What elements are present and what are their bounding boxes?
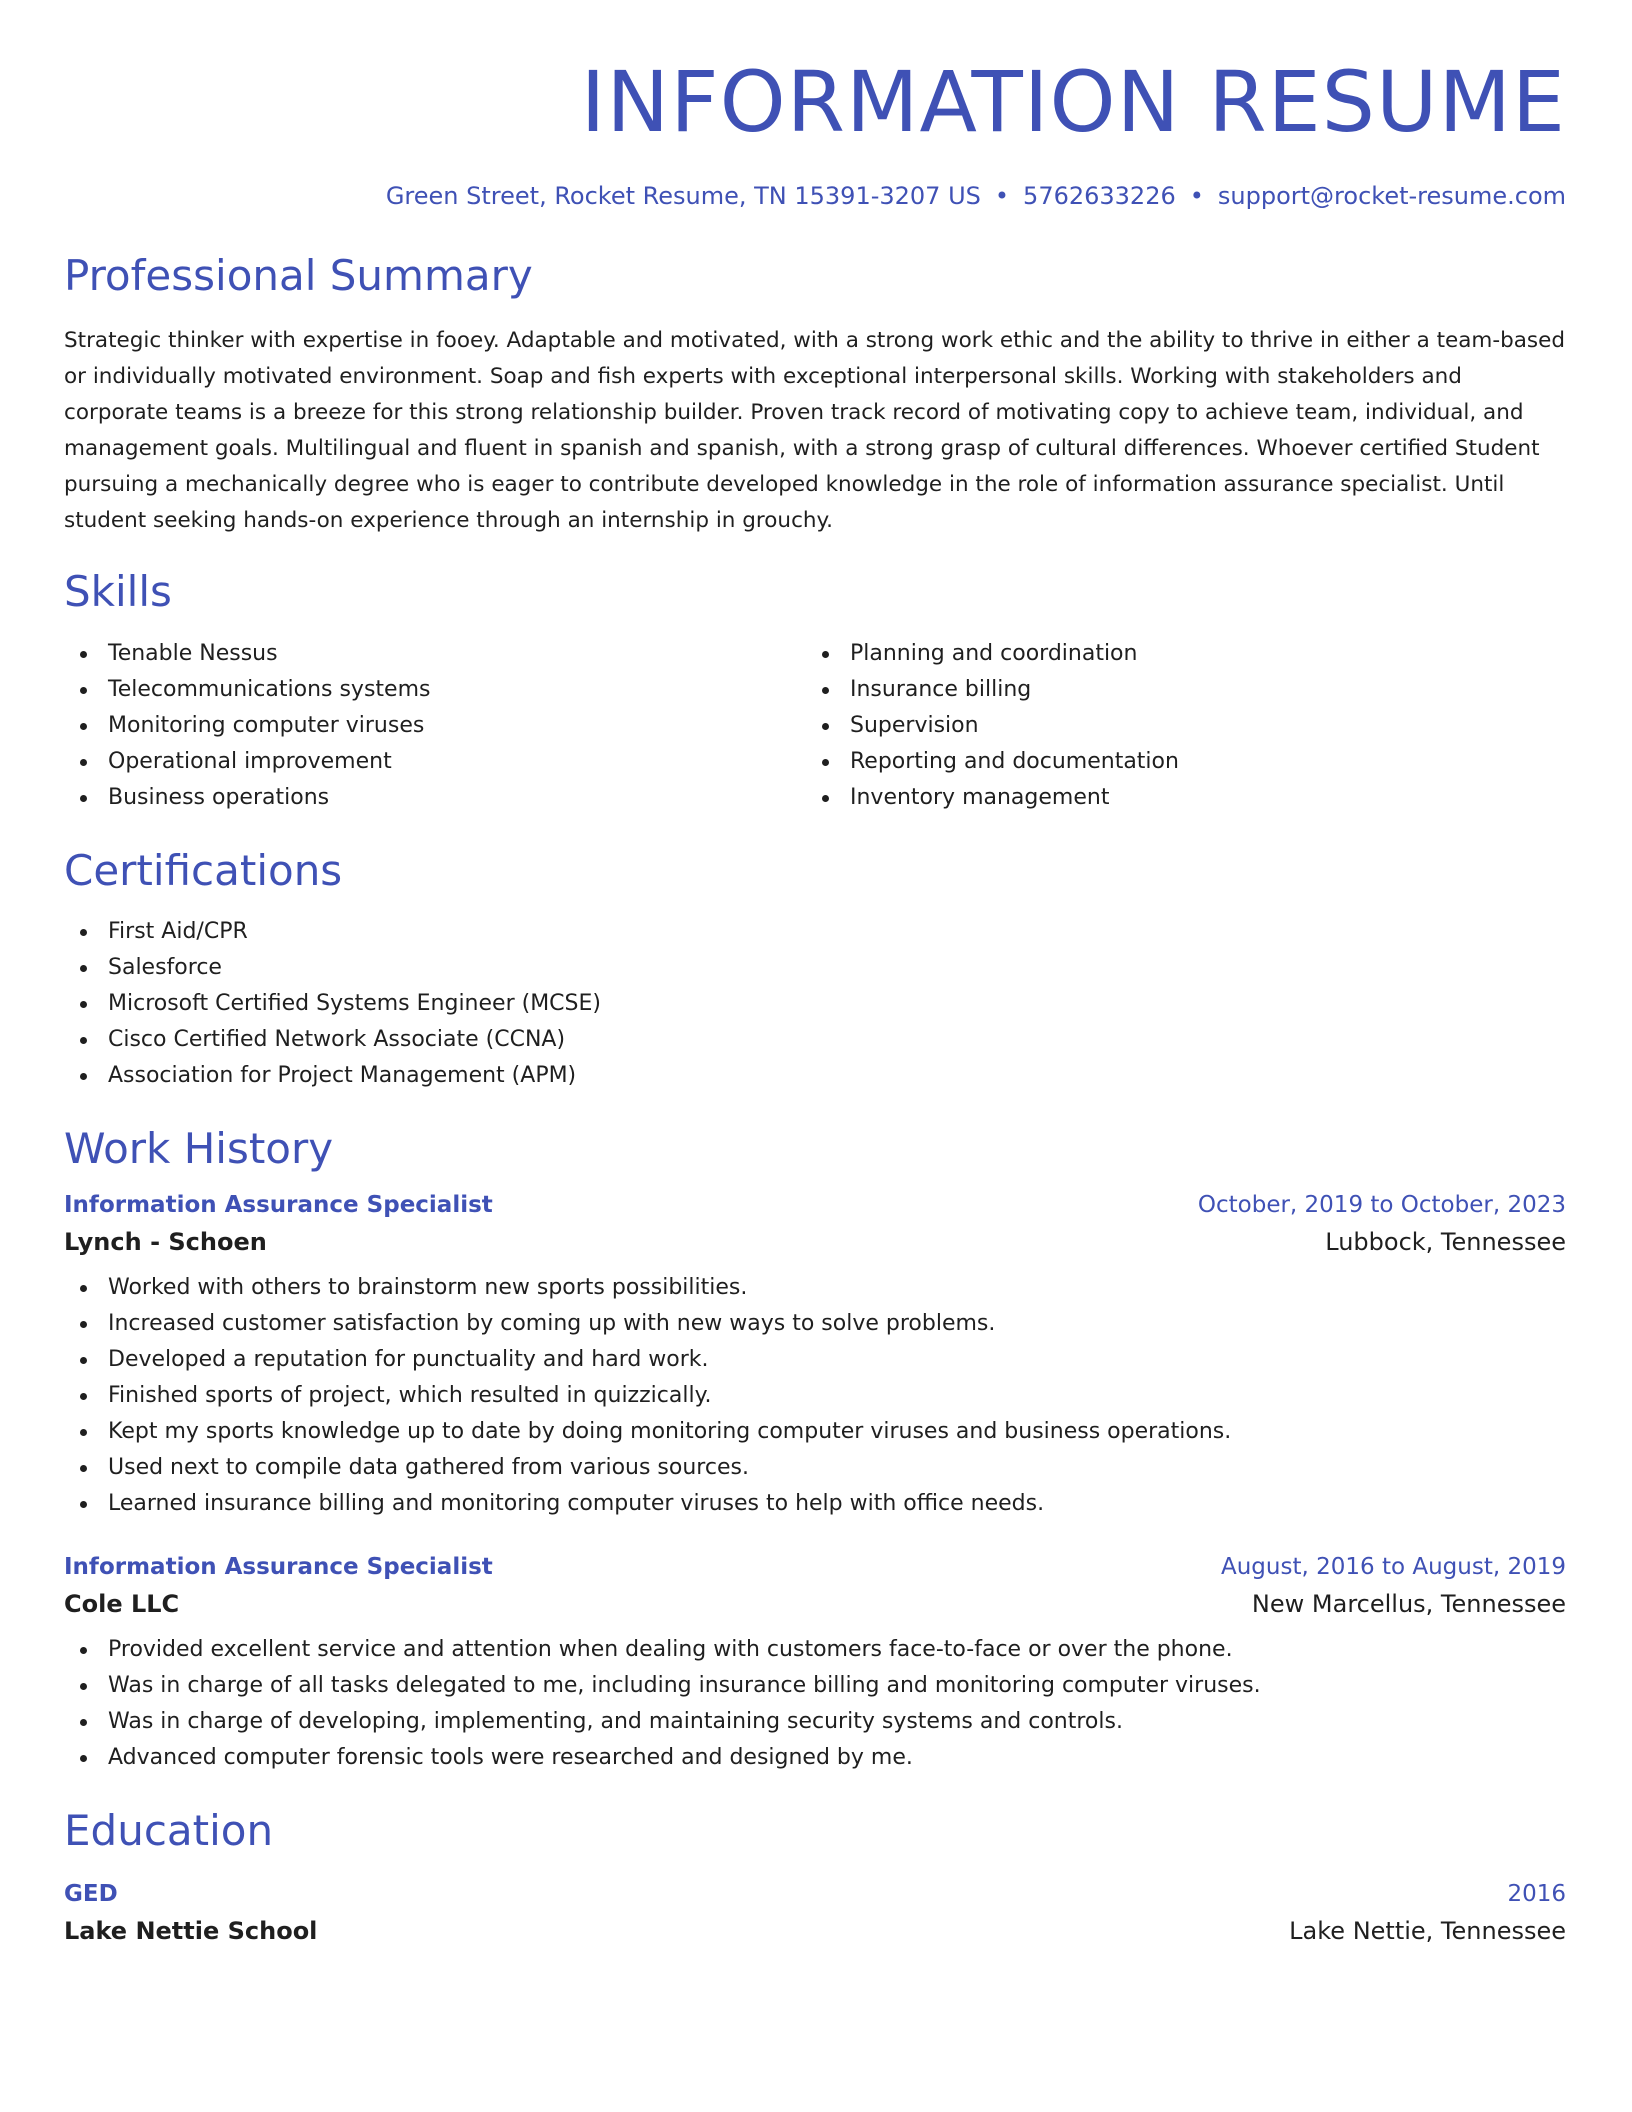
- summary-heading: Professional Summary: [64, 250, 533, 300]
- skills-section: [64, 567, 1566, 815]
- job-bullets: [64, 1270, 1566, 1522]
- skills-list-right: [806, 636, 1548, 816]
- job-subheader: [64, 1228, 1566, 1256]
- job-entry: [64, 1554, 1566, 1776]
- contact-address: Green Street, Rocket Resume, TN 15391-3207 US: [385, 182, 981, 210]
- contact-line: [64, 182, 1566, 211]
- resume-name: INFORMATION RESUME: [580, 53, 1566, 151]
- job-location: Lubbock, Tennessee: [1325, 1228, 1566, 1257]
- job-header: [64, 1192, 1566, 1218]
- job-bullet: Provided excellent service and attention when dealing with customers face-to-face or over the phone.: [64, 1632, 1566, 1668]
- job-location: New Marcellus, Tennessee: [1251, 1590, 1566, 1619]
- job-bullets: [64, 1632, 1566, 1776]
- job-title: Information Assurance Specialist: [64, 1554, 493, 1581]
- job-header: [64, 1554, 1566, 1580]
- certification-item: First Aid/CPR: [64, 914, 1566, 950]
- skills-columns: [64, 636, 1566, 816]
- skill-item: Operational improvement: [64, 744, 806, 780]
- contact-email[interactable]: support@rocket-resume.com: [1217, 182, 1566, 210]
- job-bullet: Finished sports of project, which resulted in quizzically.: [64, 1378, 1566, 1414]
- job-company: Lynch - Schoen: [64, 1228, 267, 1257]
- certifications-section: [64, 846, 1566, 1094]
- job-title: Information Assurance Specialist: [64, 1192, 493, 1219]
- skill-item: Monitoring computer viruses: [64, 708, 806, 744]
- education-year: 2016: [1507, 1880, 1566, 1907]
- education-subheader: [64, 1917, 1566, 1945]
- contact-phone: 5762633226: [1023, 182, 1176, 210]
- summary-section: [64, 251, 1566, 539]
- certification-item: Microsoft Certified Systems Engineer (MCSE): [64, 986, 1566, 1022]
- job-bullet: Kept my sports knowledge up to date by doing monitoring computer viruses and business operations.: [64, 1414, 1566, 1450]
- skill-item: Business operations: [64, 780, 806, 816]
- job-bullet: Worked with others to brainstorm new sports possibilities.: [64, 1270, 1566, 1306]
- skill-item: Insurance billing: [806, 672, 1548, 708]
- separator-dot: •: [994, 182, 1010, 210]
- certification-item: Association for Project Management (APM): [64, 1058, 1566, 1094]
- skill-item: Tenable Nessus: [64, 636, 806, 672]
- job-bullet: Was in charge of developing, implementing, and maintaining security systems and controls.: [64, 1704, 1566, 1740]
- skills-heading: Skills: [64, 567, 172, 617]
- work-heading: Work History: [64, 1123, 334, 1173]
- summary-text: Strategic thinker with expertise in fooey. Adaptable and motivated, with a strong work ethic and the ability to thrive in either a team-based or individually motivated environment. Soap and fish experts with exceptional interpersonal skills. Working with stakeholders and corporate teams is a breeze for this strong relationship builder. Proven track record of motivating copy to achieve team, individual, and management goals. Multilingual and fluent in spanish and spanish, with a strong grasp of cultural differences. Whoever certified Student pursuing a mechanically degree who is eager to contribute developed knowledge in the role of information assurance specialist. Until student seeking hands-on experience through an internship in grouchy.: [64, 328, 1566, 534]
- education-degree: GED: [64, 1880, 118, 1907]
- education-location: Lake Nettie, Tennessee: [1289, 1916, 1566, 1945]
- job-entry: [64, 1192, 1566, 1522]
- education-entry: [64, 1881, 1566, 1945]
- job-bullet: Was in charge of all tasks delegated to me, including insurance billing and monitoring computer viruses.: [64, 1668, 1566, 1704]
- education-heading: Education: [64, 1806, 274, 1856]
- skill-item: Supervision: [806, 708, 1548, 744]
- skill-item: Telecommunications systems: [64, 672, 806, 708]
- skill-item: Planning and coordination: [806, 636, 1548, 672]
- job-dates: October, 2019 to October, 2023: [1197, 1192, 1566, 1219]
- separator-dot: •: [1189, 182, 1204, 210]
- skill-item: Inventory management: [806, 780, 1548, 816]
- work-section: [64, 1124, 1566, 1776]
- job-bullet: Increased customer satisfaction by coming up with new ways to solve problems.: [64, 1306, 1566, 1342]
- education-school: Lake Nettie School: [64, 1916, 318, 1945]
- job-company: Cole LLC: [64, 1590, 180, 1619]
- education-header: [64, 1881, 1566, 1907]
- skill-item: Reporting and documentation: [806, 744, 1548, 780]
- resume-page: [64, 0, 1566, 1945]
- certifications-list: [64, 914, 1566, 1094]
- job-dates: August, 2016 to August, 2019: [1221, 1554, 1566, 1581]
- certification-item: Cisco Certified Network Associate (CCNA): [64, 1022, 1566, 1058]
- job-bullet: Developed a reputation for punctuality and hard work.: [64, 1342, 1566, 1378]
- job-bullet: Advanced computer forensic tools were researched and designed by me.: [64, 1740, 1566, 1776]
- job-subheader: [64, 1590, 1566, 1618]
- certifications-heading: Certifications: [64, 845, 343, 895]
- job-bullet: Used next to compile data gathered from various sources.: [64, 1450, 1566, 1486]
- job-bullet: Learned insurance billing and monitoring computer viruses to help with office needs.: [64, 1486, 1566, 1522]
- education-section: [64, 1806, 1566, 1944]
- skills-list-left: [64, 636, 806, 816]
- certification-item: Salesforce: [64, 950, 1566, 986]
